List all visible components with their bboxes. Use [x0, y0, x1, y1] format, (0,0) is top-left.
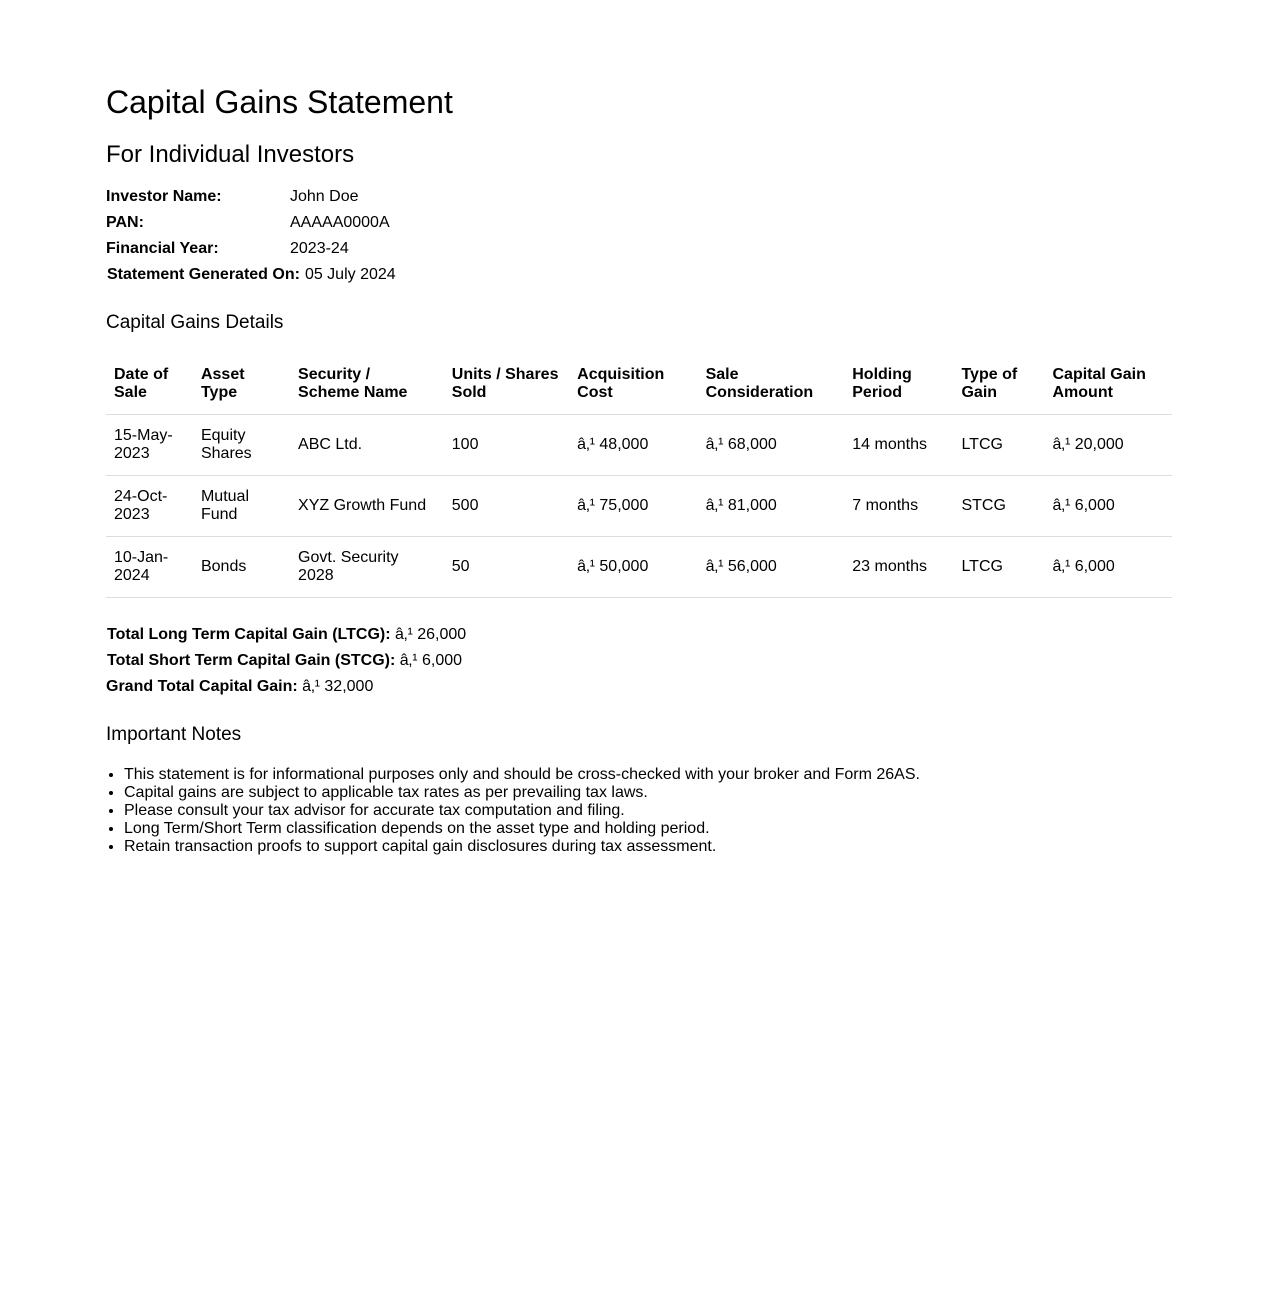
notes-list: [106, 766, 1164, 856]
table-cell: â‚¹ 6,000: [1044, 476, 1172, 537]
column-header: Security / Scheme Name: [290, 356, 444, 415]
table-header-row: [106, 356, 1172, 415]
list-item: • Long Term/Short Term classification depends on the asset type and holding period.: [124, 820, 1164, 838]
stcg-total-row: [106, 651, 466, 677]
capital-gains-table: [106, 356, 1172, 598]
table-cell: STCG: [953, 476, 1044, 537]
table-row: [106, 537, 1172, 598]
list-item: • Please consult your tax advisor for accurate tax computation and filing.: [124, 802, 1164, 820]
investor-name-value: John Doe: [290, 188, 359, 205]
column-header: Capital Gain Amount: [1044, 356, 1172, 415]
list-item: • Retain transaction proofs to support capital gain disclosures during tax assessment.: [124, 838, 1164, 856]
generated-on-label: Statement Generated On:: [107, 266, 300, 283]
list-item: • Capital gains are subject to applicable tax rates as per prevailing tax laws.: [124, 784, 1164, 802]
table-cell: Mutual Fund: [193, 476, 290, 537]
table-cell: â‚¹ 56,000: [698, 537, 845, 598]
table-cell: LTCG: [953, 415, 1044, 476]
ltcg-total-row: [106, 625, 466, 651]
pan-row: [106, 213, 396, 239]
column-header: Date of Sale: [106, 356, 193, 415]
notes-heading: Important Notes: [106, 724, 242, 745]
grand-total-label: Grand Total Capital Gain:: [106, 678, 298, 695]
generated-on-row: [106, 265, 396, 291]
ltcg-total-label: Total Long Term Capital Gain (LTCG):: [107, 626, 391, 643]
table-cell: 15-May-2023: [106, 415, 193, 476]
page-title: Capital Gains Statement: [106, 84, 453, 120]
grand-total-value: â‚¹ 32,000: [302, 678, 374, 695]
investor-name-row: [106, 187, 396, 213]
grand-total-row: [106, 677, 466, 703]
financial-year-row: [106, 239, 396, 265]
table-cell: 50: [444, 537, 569, 598]
table-cell: 500: [444, 476, 569, 537]
details-heading: Capital Gains Details: [106, 312, 284, 333]
table-cell: LTCG: [953, 537, 1044, 598]
table-cell: 14 months: [844, 415, 953, 476]
table-cell: â‚¹ 68,000: [698, 415, 845, 476]
totals-section: [106, 625, 466, 703]
generated-on-value: 05 July 2024: [304, 266, 396, 283]
table-row: [106, 415, 1172, 476]
page-subtitle: For Individual Investors: [106, 141, 355, 168]
ltcg-total-value: â‚¹ 26,000: [395, 626, 467, 643]
stcg-total-value: â‚¹ 6,000: [399, 652, 463, 669]
table-cell: â‚¹ 48,000: [569, 415, 697, 476]
financial-year-label: Financial Year:: [106, 240, 219, 257]
column-header: Sale Consideration: [698, 356, 845, 415]
table-cell: â‚¹ 50,000: [569, 537, 697, 598]
investor-name-label: Investor Name:: [106, 188, 222, 205]
column-header: Units / Shares Sold: [444, 356, 569, 415]
column-header: Type of Gain: [953, 356, 1044, 415]
table-cell: â‚¹ 20,000: [1044, 415, 1172, 476]
table-cell: 100: [444, 415, 569, 476]
investor-info: [106, 187, 396, 291]
table-cell: â‚¹ 6,000: [1044, 537, 1172, 598]
table-cell: 24-Oct-2023: [106, 476, 193, 537]
table-cell: â‚¹ 81,000: [698, 476, 845, 537]
stcg-total-label: Total Short Term Capital Gain (STCG):: [107, 652, 396, 669]
column-header: Holding Period: [844, 356, 953, 415]
table-cell: Govt. Security 2028: [290, 537, 444, 598]
table-cell: XYZ Growth Fund: [290, 476, 444, 537]
table-cell: 23 months: [844, 537, 953, 598]
table-cell: â‚¹ 75,000: [569, 476, 697, 537]
pan-value: AAAAA0000A: [290, 214, 390, 231]
table-cell: 7 months: [844, 476, 953, 537]
list-item: • This statement is for informational purposes only and should be cross-checked with your broker and Form 26AS.: [124, 766, 1164, 784]
column-header: Acquisition Cost: [569, 356, 697, 415]
column-header: Asset Type: [193, 356, 290, 415]
table-cell: Bonds: [193, 537, 290, 598]
financial-year-value: 2023-24: [290, 240, 349, 257]
table-row: [106, 476, 1172, 537]
pan-label: PAN:: [106, 214, 144, 231]
table-cell: Equity Shares: [193, 415, 290, 476]
table-cell: 10-Jan-2024: [106, 537, 193, 598]
table-cell: ABC Ltd.: [290, 415, 444, 476]
